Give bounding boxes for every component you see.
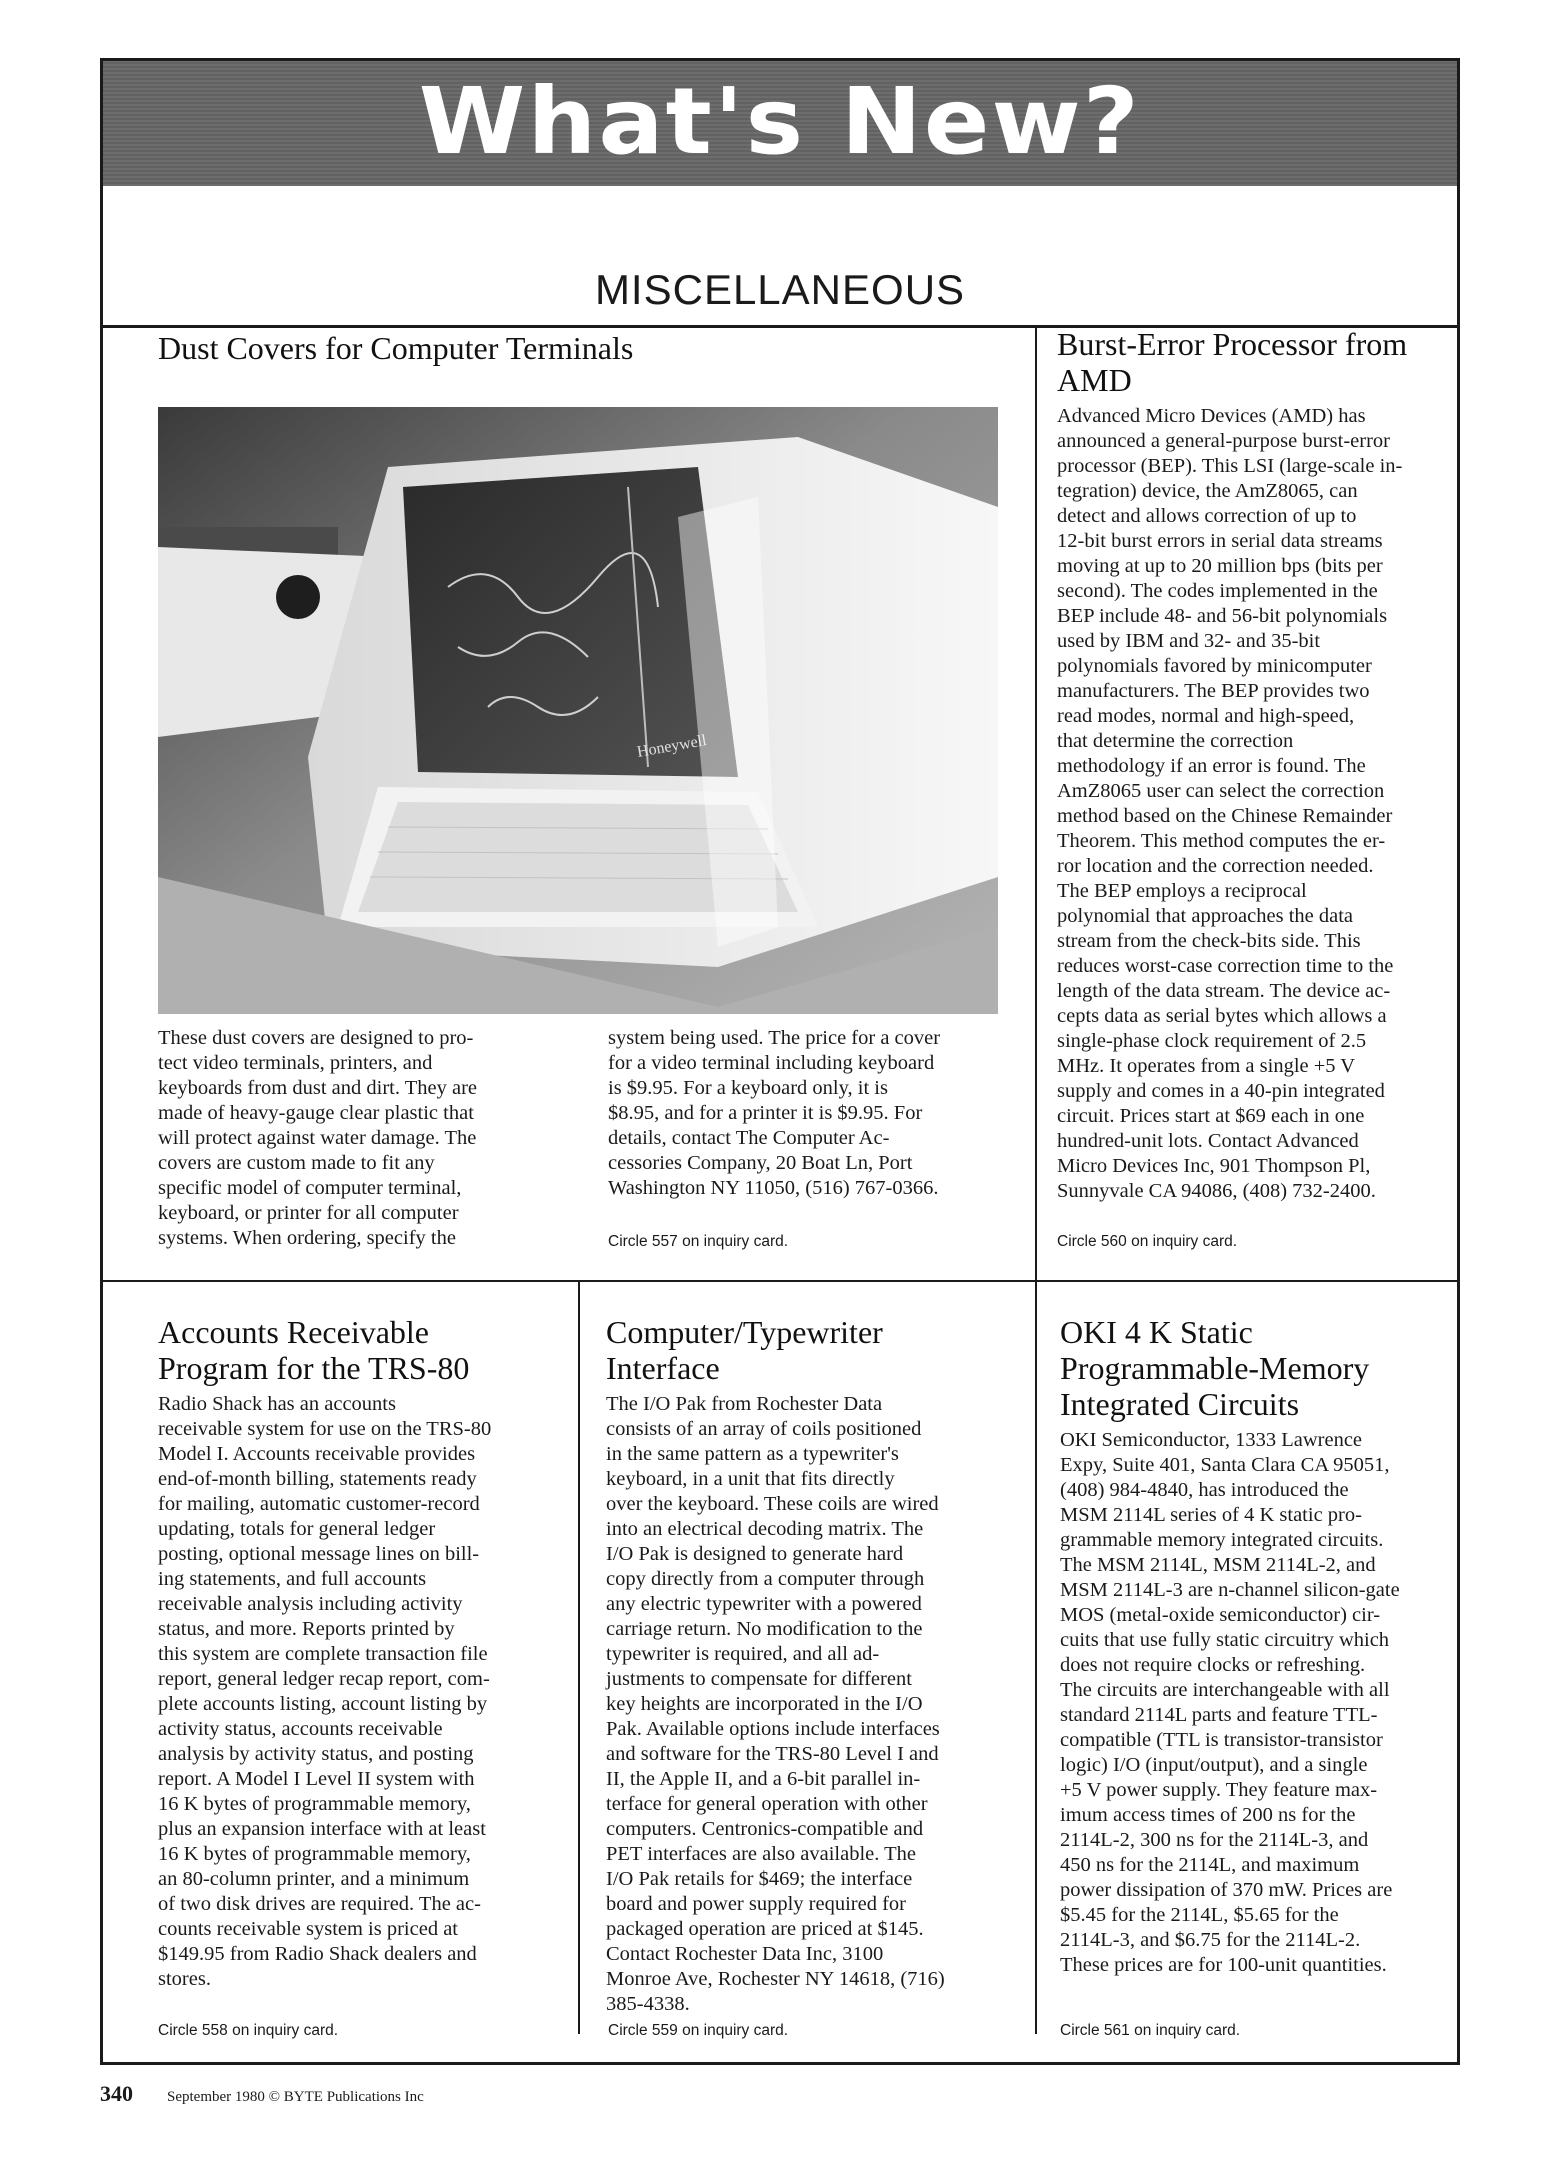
column-divider-bottom-left: [578, 1282, 580, 2034]
headline: Accounts Receivable Program for the TRS-80: [158, 1314, 470, 1386]
body-text: system being used. The price for a cover for a video terminal including keyboard is $9.95. For a keyboard only, it is $8.95, and for a printer it is $9.95. For details, contact The Computer Ac- cessories Company, 20 Boat Ln, Port Washington NY 11050, (516) 767-0366.: [608, 1027, 941, 1199]
banner-title: What's New?: [418, 68, 1142, 175]
column-divider-top: [1035, 325, 1037, 1280]
article-dust-covers-col1: [158, 1026, 553, 1251]
inquiry-note: Circle 559 on inquiry card.: [608, 2022, 789, 2039]
section-header: [103, 186, 1457, 328]
headline: Dust Covers for Computer Terminals: [158, 330, 634, 366]
article-accounts-receivable: [158, 1314, 558, 1992]
footer-credit: September 1980 © BYTE Publications Inc: [167, 2089, 424, 2105]
article-burst-error: [1057, 326, 1447, 1204]
brand-label: Honeywell: [635, 732, 708, 761]
body-text: Radio Shack has an accounts receivable system for use on the TRS-80 Model I. Accounts receivable provides end-of-month billing, statements ready for mailing, automatic customer-record updating, totals for general ledger posting, optional message lines on bill- ing statements, and full accounts receivable analysis including activity status, and more. Reports printed by this system are complete transaction file report, general ledger recap report, com- plete accounts listing, account listing by activity status, accounts receivable analysis by activity status, and posting report. A Model I Level II system with 16 K bytes of programmable memory, plus an expansion interface with at least 16 K bytes of programmable memory, an 80-column printer, and a minimum of two disk drives are required. The ac- counts receivable system is priced at $149.95 from Radio Shack dealers and stores.: [158, 1393, 492, 1990]
headline: Computer/Typewriter Interface: [606, 1314, 883, 1386]
inquiry-note: Circle 557 on inquiry card.: [608, 1233, 789, 1250]
row-divider: [103, 1280, 1457, 1282]
inquiry-note: Circle 561 on inquiry card.: [1060, 2022, 1241, 2039]
body-text: The I/O Pak from Rochester Data consists of an array of coils positioned in the same pattern as a typewriter's keyboard, in a unit that fits directly over the keyboard. These coils are wired into an electrical decoding matrix. The I/O Pak is designed to generate hard copy directly from a computer through any electric typewriter with a powered carriage return. No modification to the typewriter is required, and all ad- justments to compensate for different key heights are incorporated in the I/O Pak. Available options include interfaces and software for the TRS-80 Level I and II, the Apple II, and a 6-bit parallel in- terface for general operation with other computers. Centronics-compatible and PET interfaces are also available. The I/O Pak retails for $469; the interface board and power supply required for packaged operation are priced at $145. Contact Rochester Data Inc, 3100 Monroe Ave, Rochester NY 14618, (716) 385-4338.: [606, 1393, 945, 2015]
terminal-photo: [158, 407, 998, 1014]
article-oki-memory: [1060, 1314, 1455, 1978]
page-number: 340: [100, 2081, 133, 2106]
section-label: MISCELLANEOUS: [594, 266, 966, 313]
article-dust-covers-col2: [608, 1026, 1008, 1201]
inquiry-note: Circle 560 on inquiry card.: [1057, 1233, 1238, 1250]
headline: Burst-Error Processor from AMD: [1057, 326, 1408, 398]
page-footer: [100, 2081, 424, 2111]
body-text: Advanced Micro Devices (AMD) has announced a general-purpose burst-error processor (BEP). This LSI (large-scale in- tegration) device, the AmZ8065, can detect and allows correction of up to 12-bit burst errors in serial data streams moving at up to 20 million bps (bits per second). The codes implemented in the BEP include 48- and 56-bit polynomials used by IBM and 32- and 35-bit polynomials favored by minicomputer manufacturers. The BEP provides two read modes, normal and high-speed, that determine the correction methodology if an error is found. The AmZ8065 user can select the correction method based on the Chinese Remainder Theorem. This method computes the er- ror location and the correction needed. The BEP employs a reciprocal polynomial that approaches the data stream from the check-bits side. This reduces worst-case correction time to the length of the data stream. The device ac- cepts data as serial bytes which allows a single-phase clock requirement of 2.5 MHz. It operates from a single +5 V supply and comes in a 40-pin integrated circuit. Prices start at $69 each in one hundred-unit lots. Contact Advanced Micro Devices Inc, 901 Thompson Pl, Sunnyvale CA 94086, (408) 732-2400.: [1057, 405, 1403, 1202]
body-text: These dust covers are designed to pro- tect video terminals, printers, and keyboards from dust and dirt. They are made of heavy-gauge clear plastic that will protect against water damage. The covers are custom made to fit any specific model of computer terminal, keyboard, or printer for all computer systems. When ordering, specify the: [158, 1027, 477, 1249]
column-divider-bottom-right: [1035, 1282, 1037, 2034]
article-dust-covers: [158, 330, 998, 366]
article-typewriter-interface: [606, 1314, 1016, 2017]
inquiry-note: Circle 558 on inquiry card.: [158, 2022, 339, 2039]
body-text: OKI Semiconductor, 1333 Lawrence Expy, Suite 401, Santa Clara CA 95051, (408) 984-4840, has introduced the MSM 2114L series of 4 K static pro- grammable memory integrated circuits. The MSM 2114L, MSM 2114L-2, and MSM 2114L-3 are n-channel silicon-gate MOS (metal-oxide semiconductor) cir- cuits that use fully static circuitry which does not require clocks or refreshing. The circuits are interchangeable with all standard 2114L parts and feature TTL- compatible (TTL is transistor-transistor logic) I/O (input/output), and a single +5 V power supply. They feature max- imum access times of 200 ns for the 2114L-2, 300 ns for the 2114L-3, and 450 ns for the 2114L, and maximum power dissipation of 370 mW. Prices are $5.45 for the 2114L, $5.65 for the 2114L-3, and $6.75 for the 2114L-2. These prices are for 100-unit quantities.: [1060, 1429, 1400, 1976]
headline: OKI 4 K Static Programmable-Memory Integrated Circuits: [1060, 1314, 1370, 1422]
terminal-illustration: [158, 407, 998, 1014]
banner: [103, 61, 1457, 186]
